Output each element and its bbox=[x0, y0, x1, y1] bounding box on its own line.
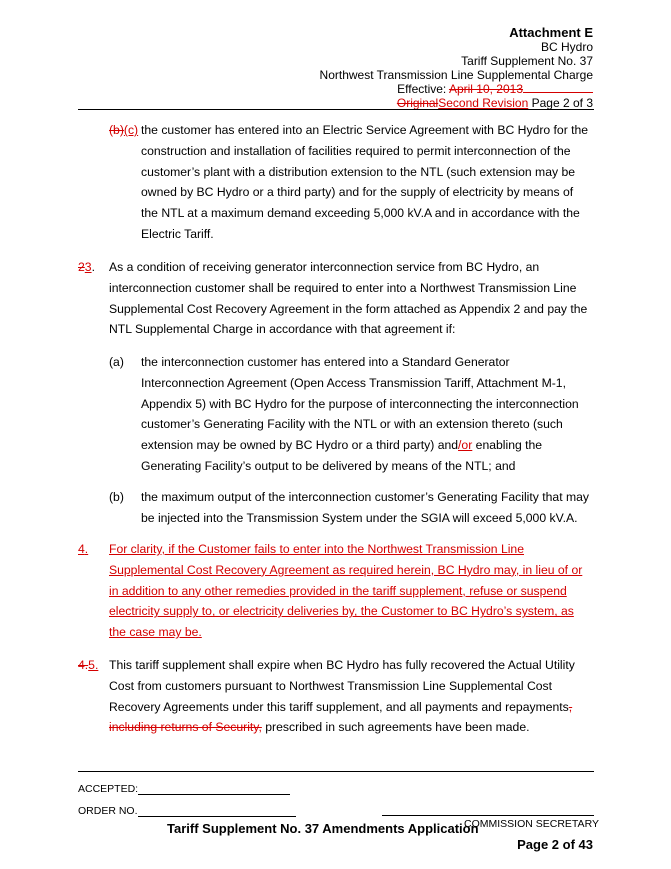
section-3-number bbox=[78, 257, 95, 278]
section-5-num-inserted: 5. bbox=[88, 658, 99, 672]
section-5-text-deleted: , including returns of Security, bbox=[109, 699, 573, 735]
effective-date-deleted: April 10, 2013 bbox=[448, 82, 523, 96]
item-a-text-inserted: /or bbox=[458, 438, 473, 453]
section-5-num-deleted: 4. bbox=[78, 658, 89, 672]
supplement-number: Tariff Supplement No. 37 bbox=[461, 54, 593, 68]
document-title: Northwest Transmission Line Supplemental Charge bbox=[319, 68, 593, 82]
attachment-label: Attachment E bbox=[509, 25, 593, 40]
item-b-text: the maximum output of the interconnection customer’s Generating Facility that may be injected into the Transmission System under the SGIA will exceed 5,000 kV.A. bbox=[141, 490, 589, 525]
order-label: ORDER NO. bbox=[78, 805, 138, 817]
item-c-num-inserted: (c) bbox=[123, 123, 139, 137]
section-5-text bbox=[109, 655, 587, 738]
effective-label: Effective: bbox=[397, 82, 449, 96]
item-a-number: (a) bbox=[109, 355, 124, 369]
revision-deleted: Original bbox=[396, 96, 439, 110]
footer-rule bbox=[78, 771, 594, 772]
application-title: Tariff Supplement No. 37 Amendments Application bbox=[167, 821, 479, 836]
header-block bbox=[320, 26, 593, 110]
section-4-number bbox=[78, 539, 88, 560]
page-number: Page 2 of 43 bbox=[517, 837, 593, 852]
accepted-signature-line bbox=[138, 793, 290, 795]
item-a-text-before: the interconnection customer has entered into a Standard Generator Interconnection Agreement (Open Access Transmission Tariff, Attachment M-1, Appendix 5) with BC Hydro for the purpose of interconnecting the interconnection customer’s Generating Facility with the NTL or with an extension thereto (such extension may be owned by BC Hydro or a third party) and bbox=[141, 355, 579, 453]
header-rule bbox=[78, 109, 594, 110]
order-line bbox=[78, 805, 296, 817]
accepted-label: ACCEPTED: bbox=[78, 783, 139, 795]
section-3-text: As a condition of receiving generator interconnection service from BC Hydro, an interconnection customer shall be required to enter into a Northwest Transmission Line Supplemental Cost Recovery Agreement in the form attached as Appendix 2 and pay the NTL Supplemental Charge in accordance with that agreement if: bbox=[109, 260, 588, 337]
section-3-num-deleted: 2 bbox=[78, 260, 85, 274]
commission-secretary-label: COMMISSION SECRETARY bbox=[464, 818, 599, 830]
page-of-label: Page 2 of 3 bbox=[528, 96, 593, 110]
item-c-number bbox=[109, 120, 138, 141]
effective-date bbox=[320, 82, 593, 96]
order-number-line bbox=[138, 815, 296, 817]
section-3-num-inserted: 3 bbox=[84, 260, 92, 274]
item-c-text: the customer has entered into an Electric Service Agreement with BC Hydro for the construction and installation of facilities required to permit interconnection of the customer’s plant with a distribution extension to the NTL (such extension may be owned by BC Hydro or a third party) and for the supply of electricity by means of the NTL at a maximum demand exceeding 5,000 kV.A and in accordance with the Electric Tariff. bbox=[141, 123, 589, 241]
item-c-num-deleted: (b) bbox=[109, 123, 124, 137]
accepted-line bbox=[78, 783, 290, 795]
secretary-signature-line bbox=[382, 815, 594, 816]
section-5-number bbox=[78, 655, 98, 676]
section-5-text-after: prescribed in such agreements have been made. bbox=[261, 720, 530, 735]
revision-inserted: Second Revision bbox=[438, 96, 529, 110]
revision-line bbox=[320, 96, 593, 110]
item-a-text-after: enabling the Generating Facility’s output to be delivered by means of the NTL; and bbox=[141, 438, 543, 473]
item-b-number: (b) bbox=[109, 490, 124, 504]
company-name: BC Hydro bbox=[540, 40, 593, 54]
section-3-num-suffix: . bbox=[91, 260, 95, 274]
item-a-text bbox=[141, 352, 593, 477]
section-4-text: For clarity, if the Customer fails to enter into the Northwest Transmission Line Supplemental Cost Recovery Agreement as required herein, BC Hydro may, in lieu of or in addition to any other remedies provided in the tariff supplement, refuse or suspend electricity supply to, or electricity deliveries by, the Customer to BC Hydro’s system, as the case may be. bbox=[109, 542, 583, 640]
section-4-num-suffix: . bbox=[84, 542, 89, 556]
section-4-num: 4 bbox=[78, 542, 85, 556]
section-5-text-before: This tariff supplement shall expire when BC Hydro has fully recovered the Actual Utility Cost from customers pursuant to Northwest Transmission Line Supplemental Cost Recovery Agreements under this tariff supplement, and all payments and repayments bbox=[109, 658, 575, 714]
